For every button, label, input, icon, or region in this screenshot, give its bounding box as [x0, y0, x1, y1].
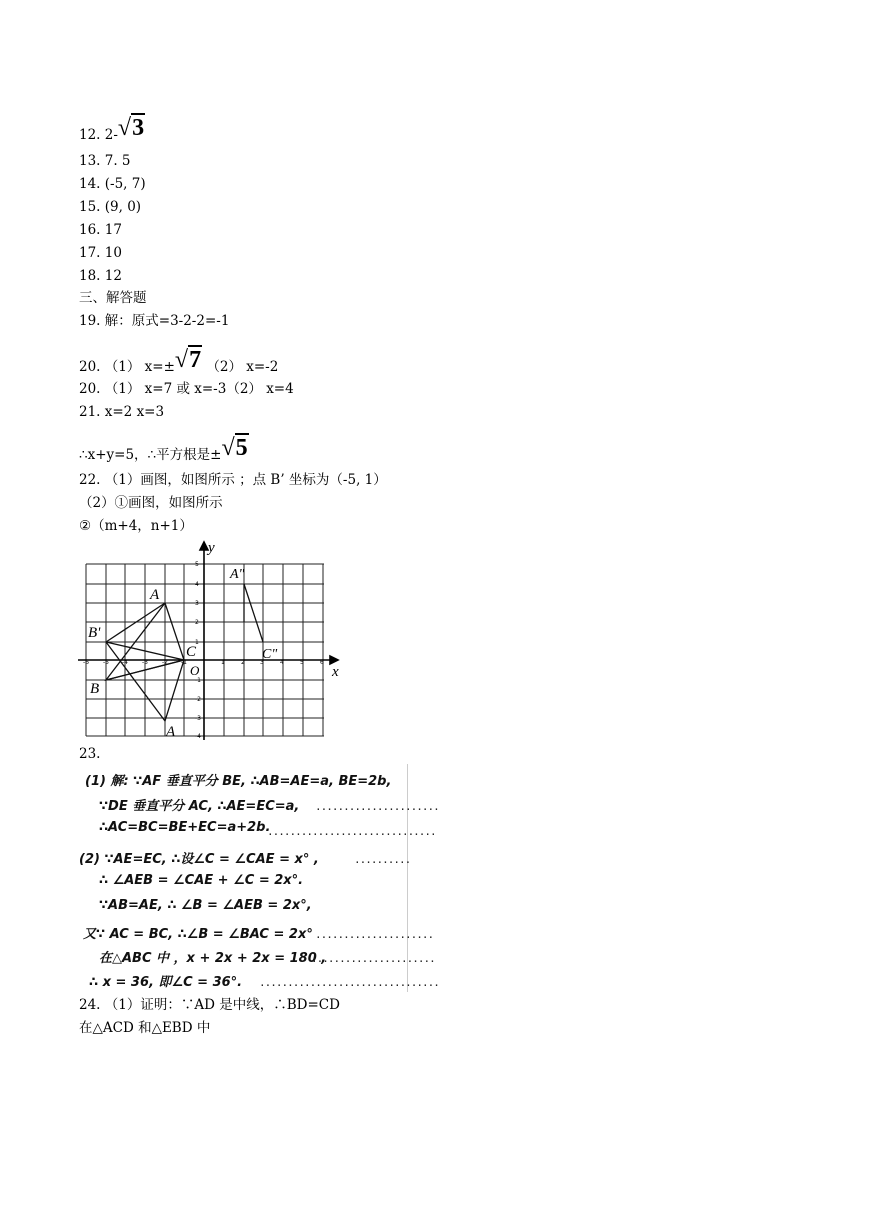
- answer-20a: 20. （1） x=±√7 （2） x=-2: [79, 347, 279, 375]
- answer-24a: 24. （1）证明：∵AD 是中线，∴BD=CD: [79, 997, 340, 1013]
- answer-21: 21. x=2 x=3: [79, 404, 165, 420]
- answer-12: 12. 2-√3: [79, 115, 145, 143]
- point-c-label: C: [186, 644, 197, 660]
- point-a-label: A: [150, 587, 160, 603]
- section-heading: 三、解答题: [79, 290, 147, 306]
- solution-line-9: ∴ x = 36, 即∠C = 36°.: [89, 975, 243, 990]
- answer-22a: 22. （1）画图，如图所示 ；点 B’ 坐标为（-5, 1）: [79, 472, 387, 488]
- y-tick-label: -1: [195, 677, 201, 684]
- y-tick-label: -3: [195, 715, 201, 722]
- dot-leader: .....................: [315, 928, 434, 941]
- solution-line-3: ∴AC=BC=BE+EC=a+2b.: [99, 820, 271, 835]
- y-tick-label: -2: [195, 696, 201, 703]
- coordinate-grid-figure: [76, 538, 351, 743]
- dot-leader: ......................: [311, 952, 435, 965]
- solution-line-2: ∵DE 垂直平分 AC, ∴AE=EC=a,: [99, 799, 300, 814]
- x-tick-label: 6: [320, 659, 324, 666]
- x-tick-label: 2: [241, 659, 245, 666]
- answer-22c: ②（m+4，n+1）: [79, 518, 193, 534]
- sqrt-5: √5: [221, 435, 248, 461]
- answer-16: 16. 17: [79, 222, 122, 238]
- solution-23-image: [79, 764, 439, 992]
- answer-22b: （2）①画图，如图所示: [79, 495, 223, 511]
- y-tick-label: 2: [195, 619, 199, 626]
- answer-14: 14. (-5, 7): [79, 176, 146, 192]
- point-app-label: A": [230, 567, 245, 582]
- answer-24b: 在△ACD 和△EBD 中: [79, 1020, 211, 1036]
- y-tick-label: 5: [195, 561, 199, 568]
- x-axis-label: x: [332, 664, 339, 680]
- answer-15: 15. (9, 0): [79, 199, 142, 215]
- dot-leader: ..............................: [267, 825, 436, 838]
- solution-line-1: (1) 解: ∵AF 垂直平分 BE, ∴AB=AE=a, BE=2b,: [85, 774, 392, 789]
- answer-20b: 20. （1） x=7 或 x=-3（2） x=4: [79, 381, 294, 397]
- solution-line-4: (2) ∵AE=EC, ∴设∠C = ∠CAE = x° ,: [79, 852, 319, 867]
- y-tick-label: 4: [195, 581, 199, 588]
- solution-line-7: 又∵ AC = BC, ∴∠B = ∠BAC = 2x°: [83, 927, 313, 942]
- dot-leader: ......................: [315, 800, 439, 813]
- answer-17: 17. 10: [79, 245, 122, 261]
- point-bprime-label: B': [88, 625, 101, 641]
- solution-line-5: ∴ ∠AEB = ∠CAE + ∠C = 2x°.: [99, 873, 304, 888]
- sqrt-3: √3: [117, 115, 145, 141]
- point-cpp-label: C": [262, 647, 278, 662]
- dot-leader: ..........: [354, 853, 411, 866]
- x-tick-label: 1: [221, 659, 225, 666]
- x-tick-label: 3: [260, 659, 264, 666]
- x-tick-label: -5: [103, 659, 109, 666]
- grid-lines: [86, 564, 324, 736]
- answer-19: 19. 解：原式=3-2-2=-1: [79, 313, 230, 329]
- sqrt-7: √7: [174, 347, 202, 373]
- solution-line-8: 在△ABC 中 ，x + 2x + 2x = 180 ,: [99, 951, 327, 966]
- answer-21b: ∴x+y=5，∴平方根是±√5: [79, 435, 248, 463]
- answer-23: 23.: [79, 746, 101, 762]
- x-tick-label: 4: [280, 659, 284, 666]
- x-tick-label: -3: [142, 659, 148, 666]
- y-tick-label: -4: [195, 733, 201, 740]
- x-tick-label: 5: [300, 659, 304, 666]
- y-axis-label: y: [208, 540, 215, 556]
- solution-line-6: ∵AB=AE, ∴ ∠B = ∠AEB = 2x°,: [99, 898, 312, 913]
- axes: [78, 542, 338, 740]
- x-tick-label: -2: [162, 659, 168, 666]
- point-b-label: B: [90, 681, 100, 697]
- point-a-bottom-label: A: [166, 724, 176, 740]
- origin-label: O: [190, 663, 200, 678]
- y-tick-label: 1: [195, 639, 199, 646]
- y-tick-label: 3: [195, 600, 199, 607]
- x-tick-label: -4: [122, 659, 128, 666]
- answer-13: 13. 7. 5: [79, 153, 131, 169]
- dot-leader: ................................: [259, 976, 439, 989]
- x-tick-label: -1: [181, 659, 187, 666]
- answer-18: 18. 12: [79, 268, 122, 284]
- x-tick-label: -6: [83, 659, 89, 666]
